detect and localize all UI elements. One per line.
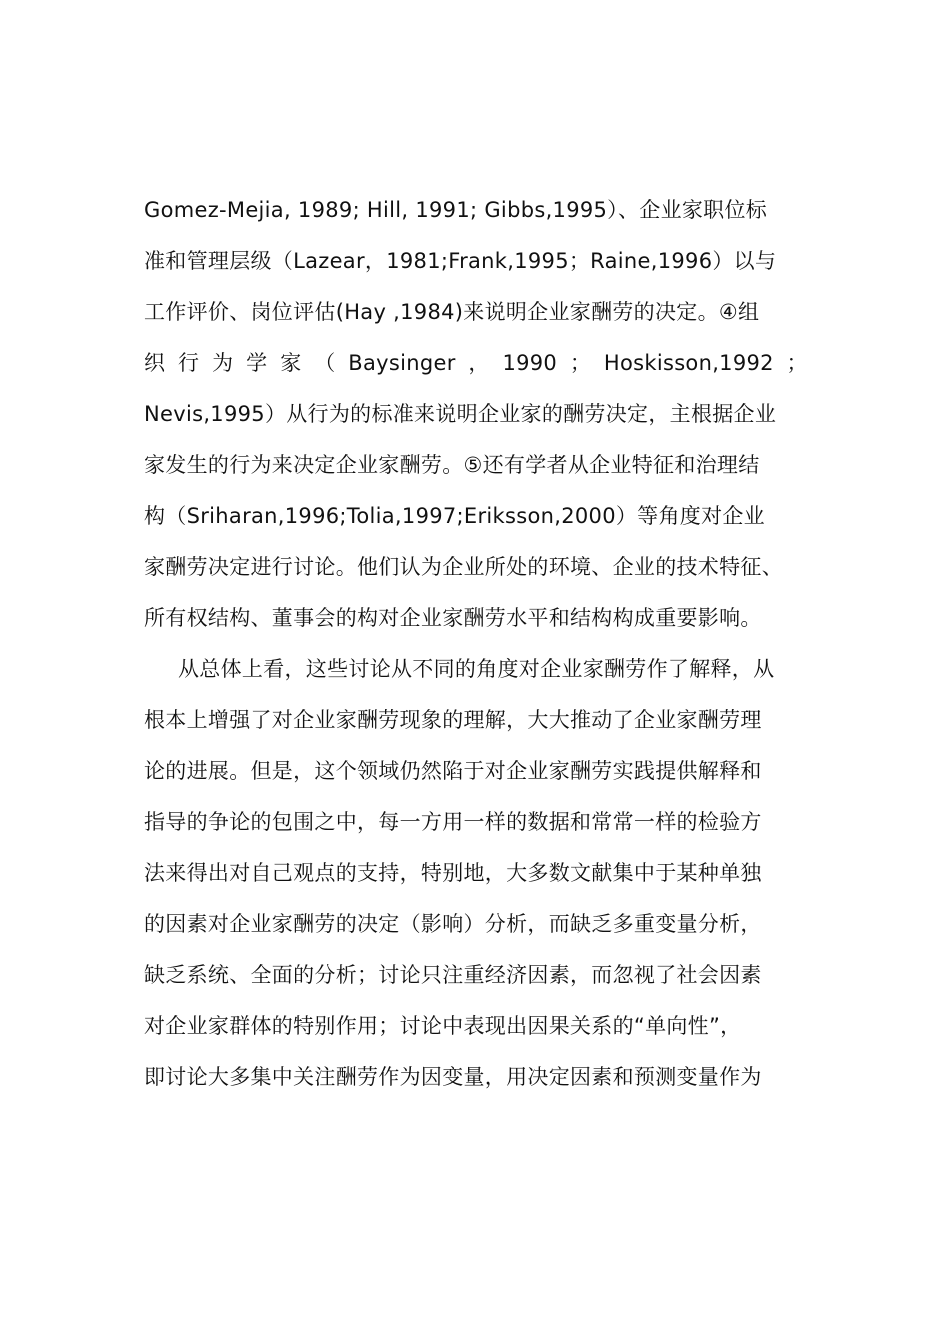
text-line: 工作评价、岗位评估(Hay ,1984)来说明企业家酬劳的决定。④组 [144,300,760,324]
text-line: 论的进展。但是，这个领域仍然陷于对企业家酬劳实践提供解释和 [144,759,762,783]
text-line: 对企业家群体的特别作用；讨论中表现出因果关系的“单向性”， [144,1014,742,1038]
text-token: （ [314,351,336,375]
text-line: 的因素对企业家酬劳的决定（影响）分析，而缺乏多重变量分析， [144,912,762,936]
text-line: 缺乏系统、全面的分析；讨论只注重经济因素，而忽视了社会因素 [144,963,762,987]
text-line: 即讨论大多集中关注酬劳作为因变量，用决定因素和预测变量作为 [144,1065,762,1089]
text-line-justified [144,338,808,389]
text-token: 1990 [502,351,558,375]
text-line: 构（Sriharan,1996;Tolia,1997;Eriksson,2000）等角度对企业 [144,504,765,528]
text-line: 家发生的行为来决定企业家酬劳。⑤还有学者从企业特征和治理结 [144,453,760,477]
text-line: Nevis,1995）从行为的标准来说明企业家的酬劳决定，主根据企业 [144,402,777,426]
text-token: ； [569,351,592,375]
text-token: 家 [280,351,302,375]
text-token: ； [786,351,808,375]
text-line: 所有权结构、董事会的构对企业家酬劳水平和结构构成重要影响。 [144,606,762,630]
text-token: Baysinger [348,351,456,375]
text-line: 法来得出对自己观点的支持，特别地，大多数文献集中于某种单独 [144,861,762,885]
text-line: 准和管理层级（Lazear，1981;Frank,1995；Raine,1996）以与 [144,249,777,273]
paragraph-start-line: 从总体上看，这些讨论从不同的角度对企业家酬劳作了解释，从 [178,657,775,681]
text-token: ， [468,351,490,375]
text-token: 织 [144,351,166,375]
text-line: Gomez-Mejia, 1989; Hill, 1991; Gibbs,1995）、企业家职位标 [144,198,768,222]
text-line: 根本上增强了对企业家酬劳现象的理解，大大推动了企业家酬劳理 [144,708,762,732]
text-line: 家酬劳决定进行讨论。他们认为企业所处的环境、企业的技术特征、 [144,555,783,579]
text-token: 行 [178,351,200,375]
text-token: 学 [246,351,268,375]
text-token: Hoskisson,1992 [603,351,774,375]
text-line: 指导的争论的包围之中，每一方用一样的数据和常常一样的检验方 [144,810,762,834]
text-token: 为 [212,351,234,375]
body-text [144,185,808,1103]
